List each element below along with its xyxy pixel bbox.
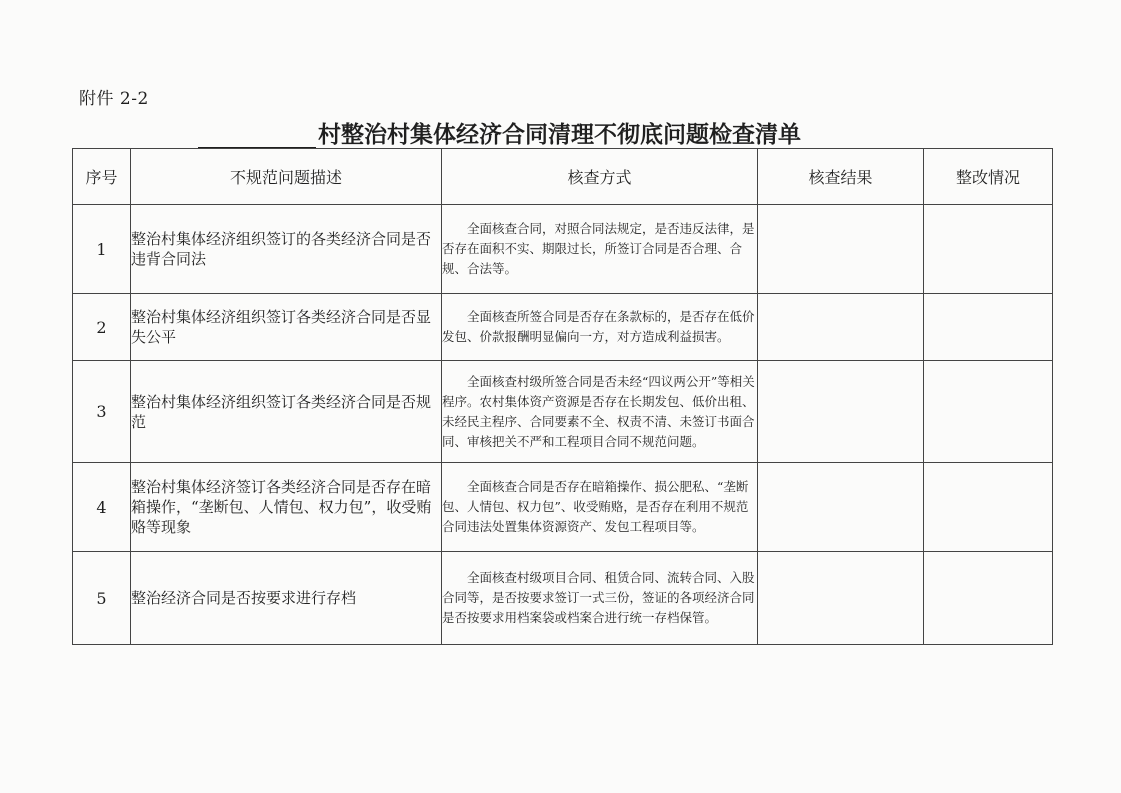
row-method: 全面核查村级所签合同是否未经“四议两公开”等相关程序。农村集体资产资源是否存在长期发包、低价出租、未经民主程序、合同要素不全、权责不清、未签订书面合同、审核把关不严和工程项目合同不规范问题。 — [442, 361, 758, 463]
header-serial: 序号 — [73, 149, 131, 205]
table-row — [73, 294, 1053, 361]
attachment-label: 附件 2-2 — [79, 89, 149, 109]
row-number: 4 — [73, 463, 131, 552]
row-description: 整治经济合同是否按要求进行存档 — [131, 552, 442, 645]
row-description: 整治村集体经济组织签订的各类经济合同是否违背合同法 — [131, 205, 442, 294]
table-row — [73, 463, 1053, 552]
header-method: 核查方式 — [442, 149, 758, 205]
row-rectification-cell — [924, 205, 1053, 294]
row-result-cell — [758, 294, 924, 361]
table-row — [73, 361, 1053, 463]
row-number: 5 — [73, 552, 131, 645]
table-header-row — [73, 149, 1053, 205]
header-description: 不规范问题描述 — [131, 149, 442, 205]
row-number: 3 — [73, 361, 131, 463]
row-result-cell — [758, 552, 924, 645]
row-rectification-cell — [924, 294, 1053, 361]
document-title — [198, 116, 801, 149]
row-rectification-cell — [924, 361, 1053, 463]
table-row — [73, 205, 1053, 294]
table-row — [73, 552, 1053, 645]
row-method: 全面核查合同，对照合同法规定，是否违反法律，是否存在面积不实、期限过长，所签订合同是否合理、合规、合法等。 — [442, 205, 758, 294]
row-rectification-cell — [924, 463, 1053, 552]
row-result-cell — [758, 205, 924, 294]
row-result-cell — [758, 361, 924, 463]
row-number: 2 — [73, 294, 131, 361]
row-result-cell — [758, 463, 924, 552]
row-description: 整治村集体经济组织签订各类经济合同是否规范 — [131, 361, 442, 463]
row-description: 整治村集体经济组织签订各类经济合同是否显失公平 — [131, 294, 442, 361]
header-result: 核查结果 — [758, 149, 924, 205]
row-description: 整治村集体经济签订各类经济合同是否存在暗箱操作，“垄断包、人情包、权力包”，收受贿赂等现象 — [131, 463, 442, 552]
checklist-table — [72, 148, 1053, 645]
row-method: 全面核查村级项目合同、租赁合同、流转合同、入股合同等，是否按要求签订一式三份，签证的各项经济合同是否按要求用档案袋或档案合进行统一存档保管。 — [442, 552, 758, 645]
row-rectification-cell — [924, 552, 1053, 645]
title-text: 村整治村集体经济合同清理不彻底问题检查清单 — [318, 121, 801, 148]
row-method: 全面核查所签合同是否存在条款标的，是否存在低价发包、价款报酬明显偏向一方，对方造成利益损害。 — [442, 294, 758, 361]
header-rectification: 整改情况 — [924, 149, 1053, 205]
row-number: 1 — [73, 205, 131, 294]
village-name-blank — [198, 122, 316, 149]
row-method: 全面核查合同是否存在暗箱操作、损公肥私、“垄断包、人情包、权力包”、收受贿赂，是否存在利用不规范合同违法处置集体资源资产、发包工程项目等。 — [442, 463, 758, 552]
